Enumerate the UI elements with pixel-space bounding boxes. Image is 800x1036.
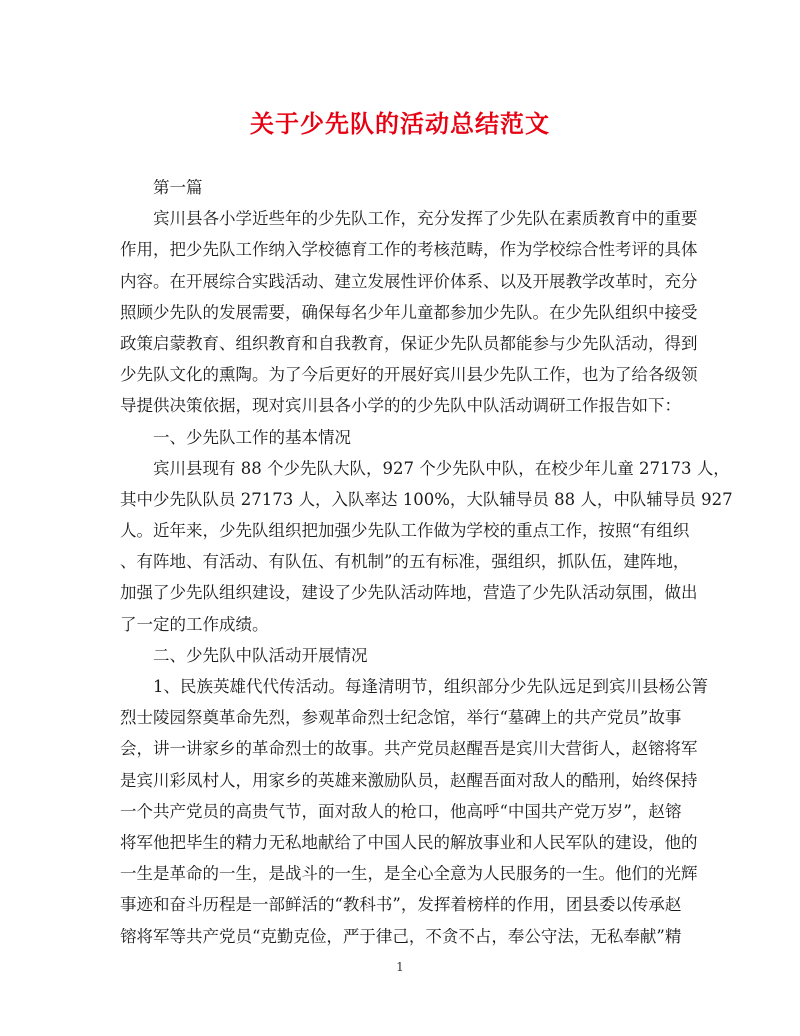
paragraph-line: 烈士陵园祭奠革命先烈，参观革命烈士纪念馆，举行“墓碑上的共产党员”故事 — [120, 708, 682, 728]
section-heading: 二、少先队中队活动开展情况 — [153, 645, 368, 665]
paragraph-line: 、有阵地、有活动、有队伍、有机制”的五有标准，强组织，抓队伍，建阵地， — [120, 552, 690, 572]
paragraph-line: 1、民族英雄代代传活动。每逢清明节，组织部分少先队远足到宾川县杨公箐 — [153, 677, 708, 696]
paragraph-line: 其中少先队队员 27173 人，入队率达 100%，大队辅导员 88 人，中队辅导员 927 — [120, 489, 733, 509]
paragraph-line: 人。近年来，少先队组织把加强少先队工作做为学校的重点工作，按照“有组织 — [120, 521, 690, 541]
paragraph-line: 事迹和奋斗历程是一部鲜活的“教科书”，发挥着榜样的作用，团县委以传承赵 — [120, 895, 682, 915]
paragraph-line: 宾川县现有 88 个少先队大队，927 个少先队中队，在校少年儿童 27173 人， — [153, 458, 730, 478]
document-title: 关于少先队的活动总结范文 — [250, 110, 550, 138]
paragraph-line: 了一定的工作成绩。 — [120, 614, 269, 634]
paragraph-line: 一生是革命的一生，是战斗的一生，是全心全意为人民服务的一生。他们的光辉 — [120, 864, 698, 884]
section-heading: 一、少先队工作的基本情况 — [153, 427, 351, 447]
paragraph-line: 宾川县各小学近些年的少先队工作，充分发挥了少先队在素质教育中的重要 — [153, 209, 698, 229]
paragraph-line: 将军他把毕生的精力无私地献给了中国人民的解放事业和人民军队的建设，他的 — [120, 832, 698, 852]
document-body — [120, 172, 733, 952]
paragraph-line: 会，讲一讲家乡的革命烈士的故事。共产党员赵醒吾是宾川大营街人，赵镕将军 — [120, 739, 698, 759]
paragraph-line: 作用，把少先队工作纳入学校德育工作的考核范畴，作为学校综合性考评的具体 — [120, 240, 698, 260]
paragraph-line: 少先队文化的熏陶。为了今后更好的开展好宾川县少先队工作，也为了给各级领 — [120, 365, 698, 385]
paragraph-line: 内容。在开展综合实践活动、建立发展性评价体系、以及开展教学改革时，充分 — [120, 271, 698, 291]
section-label: 第一篇 — [153, 178, 203, 197]
page-number: 1 — [396, 960, 404, 974]
paragraph-line: 导提供决策依据，现对宾川县各小学的的少先队中队活动调研工作报告如下： — [120, 396, 681, 416]
paragraph-line: 镕将军等共产党员“克勤克俭，严于律己，不贪不占，奉公守法，无私奉献”精 — [120, 926, 682, 946]
paragraph-line: 是宾川彩凤村人，用家乡的英雄来激励队员，赵醒吾面对敌人的酷刑，始终保持 — [120, 770, 698, 790]
paragraph-line: 政策启蒙教育、组织教育和自我教育，保证少先队员都能参与少先队活动，得到 — [120, 333, 698, 353]
paragraph-line: 加强了少先队组织建设，建设了少先队活动阵地，营造了少先队活动氛围，做出 — [120, 583, 698, 603]
paragraph-line: 一个共产党员的高贵气节，面对敌人的枪口，他高呼“中国共产党万岁”，赵镕 — [120, 801, 682, 821]
paragraph-line: 照顾少先队的发展需要，确保每名少年儿童都参加少先队。在少先队组织中接受 — [120, 302, 698, 322]
